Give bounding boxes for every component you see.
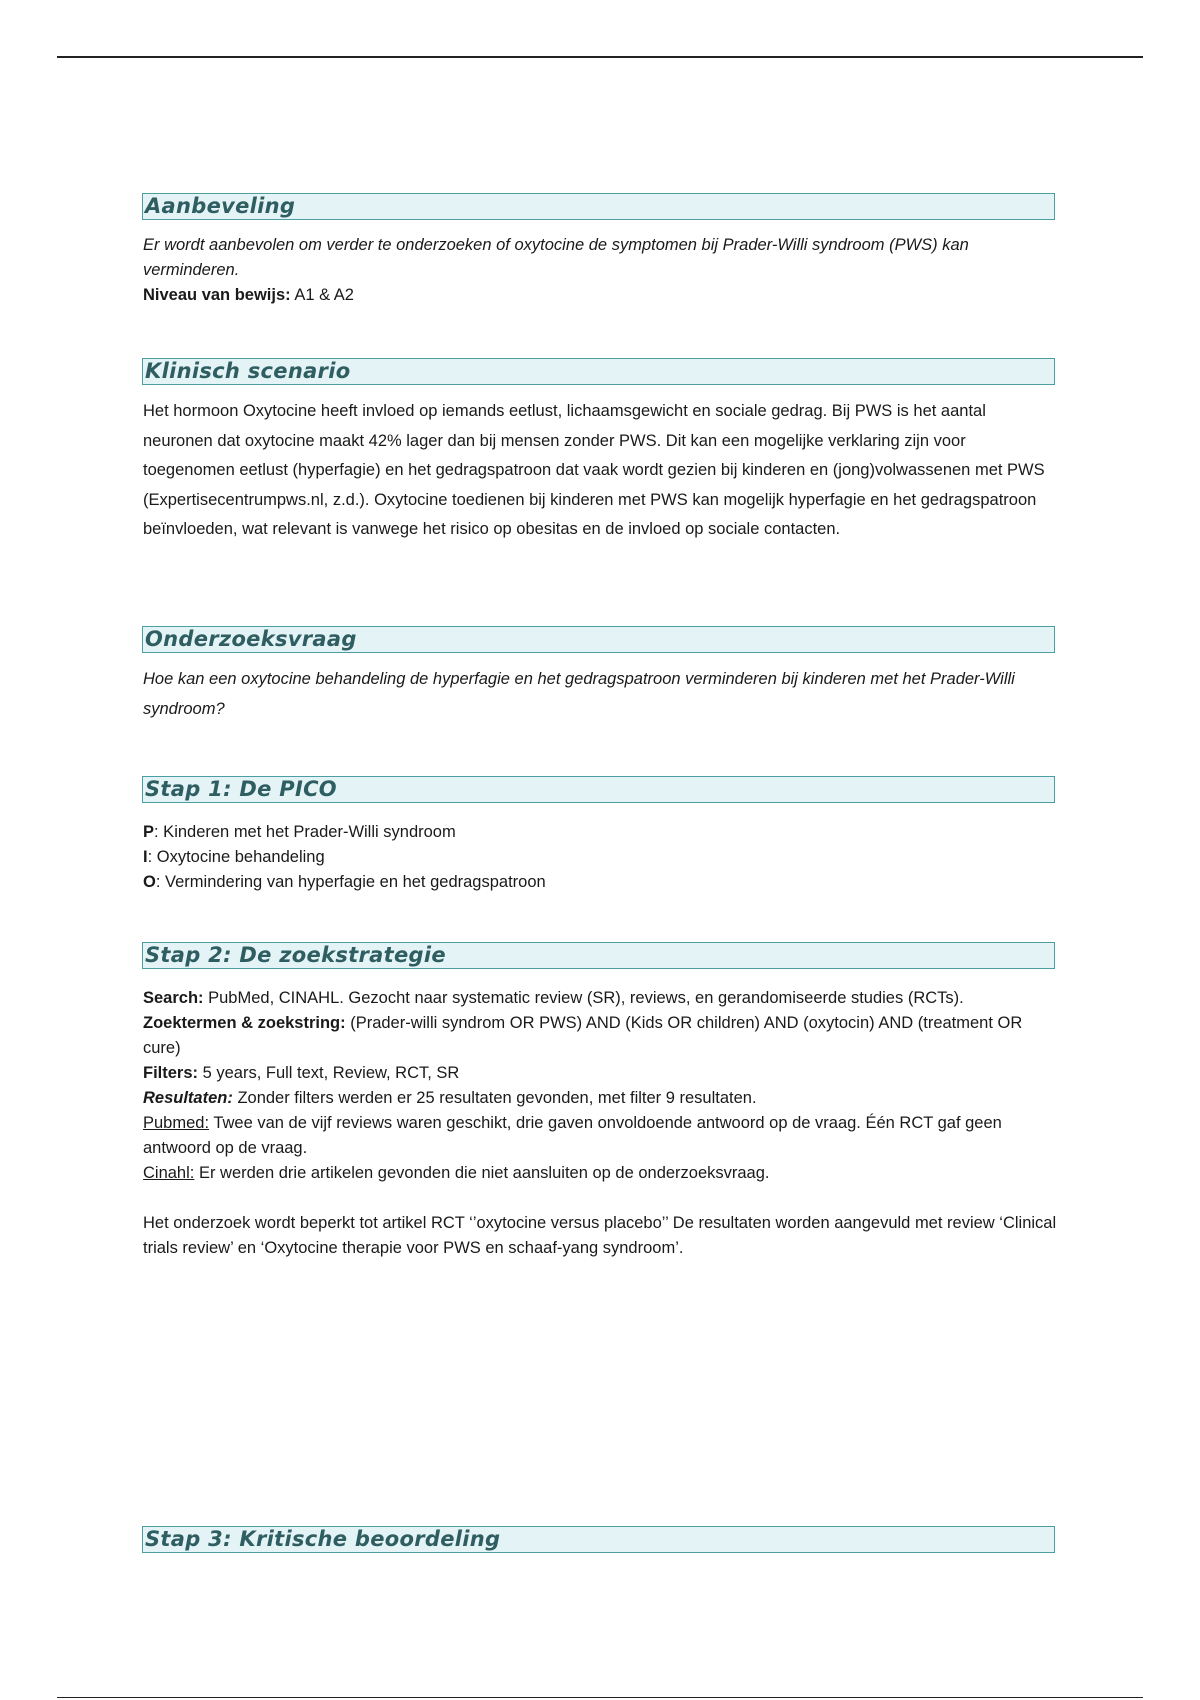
pico-p <box>143 820 1059 845</box>
zoektermen-text: (Prader-willi syndrom OR PWS) AND (Kids OR children) AND (oxytocin) AND (treatment OR cure) <box>143 1014 1023 1057</box>
heading-onderzoeksvraag: Onderzoeksvraag <box>142 626 1055 653</box>
niveau-line <box>143 283 1059 308</box>
onderzoek-text: Het onderzoek wordt beperkt tot artikel RCT ‘’oxytocine versus placebo’’ De resultaten worden aangevuld met review ‘Clinical trials review’ en ‘Oxytocine therapie voor PWS en schaaf-yang syndroom’. <box>143 1214 1057 1257</box>
cinahl-line <box>143 1161 1059 1186</box>
niveau-value: A1 & A2 <box>290 286 354 304</box>
section-aanbeveling <box>143 233 1059 308</box>
cinahl-label: Cinahl: <box>143 1164 195 1182</box>
pico-o <box>143 870 1059 895</box>
search-label: Search: <box>143 989 204 1007</box>
header-rule <box>57 56 1143 58</box>
klinisch-text: Het hormoon Oxytocine heeft invloed op iemands eetlust, lichaamsgewicht en sociale gedrag. Bij PWS is het aantal neuronen dat oxytocine maakt 42% lager dan bij mensen zonder PWS. Dit kan een mogelijke verklaring zijn voor toegenomen eetlust (hyperfagie) en het gedragspatroon dat vaak wordt gezien bij kinderen en (jong)volwassenen met PWS (Expertisecentrumpws.nl, z.d.). Oxytocine toedienen bij kinderen met PWS kan mogelijk hyperfagie en het gedragspatroon beïnvloeden, wat relevant is vanwege het risico op obesitas en de invloed op sociale contacten. <box>143 402 1045 538</box>
filters-line <box>143 1061 1059 1086</box>
pubmed-label: Pubmed: <box>143 1114 210 1132</box>
heading-stap2: Stap 2: De zoekstrategie <box>142 942 1055 969</box>
pico-i-label: I <box>143 848 148 866</box>
section-pico <box>143 820 1059 895</box>
heading-stap1: Stap 1: De PICO <box>142 776 1055 803</box>
resultaten-text: Zonder filters werden er 25 resultaten gevonden, met filter 9 resultaten. <box>232 1089 757 1107</box>
pubmed-text: Twee van de vijf reviews waren geschikt, drie gaven onvoldoende antwoord op de vraag. Één RCT gaf geen antwoord op de vraag. <box>143 1114 1002 1157</box>
section-zoekstrategie <box>143 986 1059 1261</box>
footer-rule <box>57 1697 1143 1698</box>
pubmed-line <box>143 1111 1059 1161</box>
aanbeveling-text: Er wordt aanbevolen om verder te onderzoeken of oxytocine de symptomen bij Prader-Willi syndroom (PWS) kan verminderen. <box>143 236 969 279</box>
pico-p-label: P <box>143 823 155 841</box>
resultaten-line <box>143 1086 1059 1111</box>
pico-o-label: O <box>143 873 156 891</box>
pico-o-text: : Vermindering van hyperfagie en het gedragspatroon <box>155 873 546 891</box>
resultaten-label: Resultaten: <box>143 1089 233 1107</box>
search-text: PubMed, CINAHL. Gezocht naar systematic review (SR), reviews, en gerandomiseerde studies (RCTs). <box>203 989 964 1007</box>
zoektermen-line <box>143 1011 1059 1061</box>
cinahl-text: Er werden drie artikelen gevonden die niet aansluiten op de onderzoeksvraag. <box>194 1164 770 1182</box>
filters-text: 5 years, Full text, Review, RCT, SR <box>198 1064 460 1082</box>
pico-i <box>143 845 1059 870</box>
section-onderzoeksvraag <box>143 665 1059 724</box>
niveau-label: Niveau van bewijs: <box>143 286 291 304</box>
heading-aanbeveling: Aanbeveling <box>142 193 1055 220</box>
heading-klinisch-scenario: Klinisch scenario <box>142 358 1055 385</box>
pico-i-text: : Oxytocine behandeling <box>147 848 325 866</box>
heading-stap3: Stap 3: Kritische beoordeling <box>142 1526 1055 1553</box>
search-line <box>143 986 1059 1011</box>
onderzoeksvraag-text: Hoe kan een oxytocine behandeling de hyperfagie en het gedragspatroon verminderen bij kinderen met het Prader-Willi syndroom? <box>143 670 1015 718</box>
filters-label: Filters: <box>143 1064 199 1082</box>
section-klinisch-scenario <box>143 397 1059 545</box>
zoektermen-label: Zoektermen & zoekstring: <box>143 1014 346 1032</box>
pico-p-text: : Kinderen met het Prader-Willi syndroom <box>154 823 456 841</box>
